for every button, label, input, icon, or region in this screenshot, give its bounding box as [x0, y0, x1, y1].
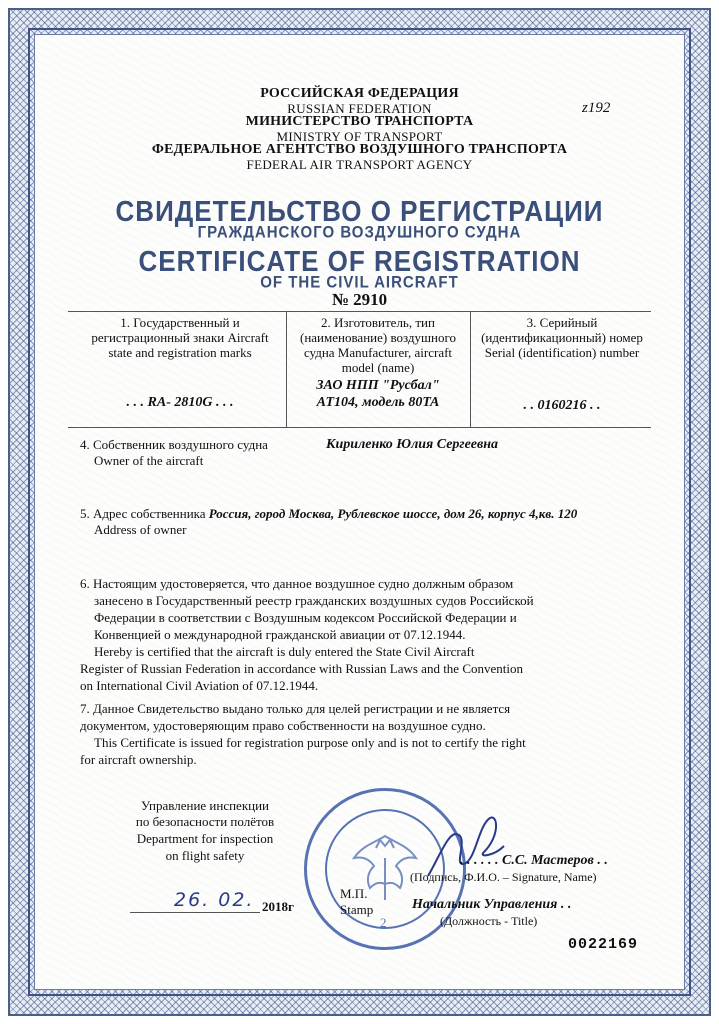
- table-divider-2: [470, 311, 471, 427]
- stamp-label-ru: М.П.: [340, 886, 368, 901]
- header-ru-federation: РОССИЙСКАЯ ФЕДЕРАЦИЯ: [260, 86, 459, 101]
- dept-en-2: on flight safety: [165, 848, 245, 863]
- owner-label-en: Owner of the aircraft: [94, 453, 204, 468]
- document-serial-number: 0022169: [568, 936, 639, 953]
- section7-en-2: for aircraft ownership.: [80, 752, 197, 767]
- header-ru-agency: ФЕДЕРАЛЬНОЕ АГЕНТСТВО ВОЗДУШНОГО ТРАНСПОРТА: [151, 142, 568, 157]
- title-ru-line2: ГРАЖДАНСКОГО ВОЗДУШНОГО СУДНА: [197, 223, 522, 242]
- owner-label-ru: 4. Собственник воздушного судна: [80, 437, 268, 452]
- position-title: Начальник Управления . .: [412, 897, 572, 912]
- section6-ru-3: Федерации в соответствии с Воздушным кодексом Российской Федерации и: [94, 610, 517, 625]
- serial-number-value: . . 0160216 . .: [523, 398, 601, 413]
- section6-ru-2: занесено в Государственный реестр гражданских воздушных судов Российской: [94, 593, 534, 608]
- address-value: Россия, город Москва, Рублевское шоссе, дом 26, корпус 4,кв. 120: [208, 506, 578, 521]
- table-divider-1: [286, 311, 287, 427]
- owner-value: Кириленко Юлия Сергеевна: [326, 437, 499, 452]
- address-label-ru: 5. Адрес собственника: [80, 506, 206, 521]
- model-value: АТ104, модель 80ТА: [316, 395, 440, 410]
- section6-en-2: Register of Russian Federation in accordance with Russian Laws and the Convention: [80, 661, 523, 676]
- title-en-line1: CERTIFICATE OF REGISTRATION: [138, 244, 581, 278]
- date-handwritten: 26. 02.: [174, 889, 255, 911]
- section7-en-1: This Certificate is issued for registration purpose only and is not to certify the right: [94, 735, 526, 750]
- table-bottom-line: [68, 427, 651, 428]
- section7-ru-1: 7. Данное Свидетельство выдано только для целей регистрации и не является: [80, 701, 511, 716]
- corner-code: z192: [582, 100, 611, 116]
- certificate-number: № 2910: [331, 290, 388, 309]
- address-label-en: Address of owner: [94, 522, 187, 537]
- stamp-center-number: 2: [380, 915, 387, 930]
- address-line: [80, 506, 660, 522]
- title-ru-line1: СВИДЕТЕЛЬСТВО О РЕГИСТРАЦИИ: [115, 194, 604, 228]
- stamp-label-en: Stamp: [340, 902, 374, 917]
- section7-ru-2: документом, удостоверяющим право собственности на воздушное судно.: [80, 718, 486, 733]
- registration-marks-value: . . . RA- 2810G . . .: [126, 395, 234, 410]
- title-en-line2: OF THE CIVIL AIRCRAFT: [260, 273, 459, 292]
- header-en-agency: FEDERAL AIR TRANSPORT AGENCY: [246, 157, 473, 172]
- date-year: 2018г: [262, 899, 294, 914]
- col2-header: 2. Изготовитель, тип (наименование) воздушного судна Manufacturer, aircraft model (name): [299, 315, 456, 375]
- section6-ru-1: 6. Настоящим удостоверяется, что данное воздушное судно должным образом: [80, 576, 514, 591]
- signature-caption: (Подпись, Ф.И.О. – Signature, Name): [410, 870, 597, 884]
- dept-ru-2: по безопасности полётов: [135, 814, 275, 829]
- header-en-federation: RUSSIAN FEDERATION: [287, 101, 432, 116]
- col3-header: 3. Серийный (идентификационный) номер Serial (identification) number: [481, 315, 643, 360]
- header-en-ministry: MINISTRY OF TRANSPORT: [276, 129, 443, 144]
- header-ru-ministry: МИНИСТЕРСТВО ТРАНСПОРТА: [245, 114, 474, 129]
- dept-ru-1: Управление инспекции: [140, 798, 270, 813]
- dept-en-1: Department for inspection: [136, 831, 274, 846]
- table-top-line: [68, 311, 651, 312]
- col1-header: 1. Государственный и регистрационный знаки Aircraft state and registration marks: [91, 315, 269, 360]
- section6-en-1: Hereby is certified that the aircraft is duly entered the State Civil Aircraft: [94, 644, 475, 659]
- section6-ru-4: Конвенцией о международной гражданской авиации от 07.12.1944.: [94, 627, 466, 642]
- date-underline: [130, 912, 260, 913]
- section6-en-3: on International Civil Aviation of 07.12.1944.: [80, 678, 319, 693]
- position-caption: (Должность - Title): [440, 914, 538, 928]
- signatory-name: . . . . . . С.С. Мастеров . .: [460, 853, 608, 868]
- manufacturer-value: ЗАО НПП "Русбал": [316, 378, 440, 393]
